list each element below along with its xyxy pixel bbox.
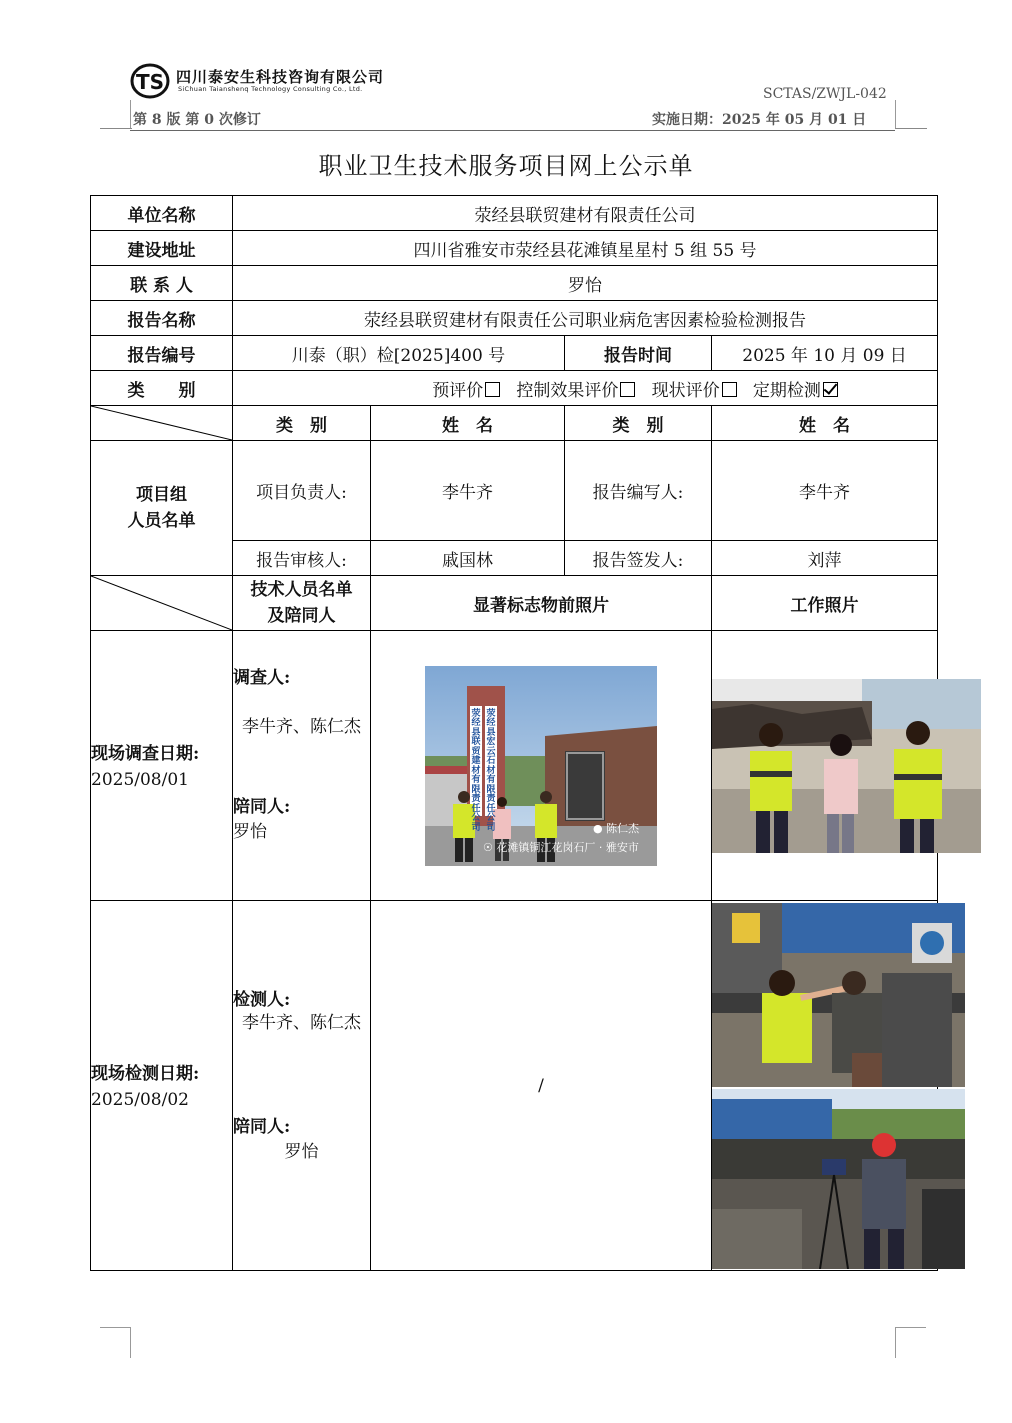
unit-name-value: 荥经县联贸建材有限责任公司 <box>233 196 938 231</box>
checkbox-control-eval-icon <box>620 382 635 397</box>
survey-work-photo <box>712 679 981 853</box>
detection-date-cell <box>91 901 233 1271</box>
detection-staff-cell <box>233 901 371 1271</box>
inspector-label: 检测人: <box>233 990 291 1010</box>
photos-diagonal-cell <box>91 576 233 631</box>
work-photo-header: 工作照片 <box>712 576 938 631</box>
sign-photo-header: 显著标志物前照片 <box>371 576 712 631</box>
report-number-label: 报告编号 <box>91 336 233 371</box>
contact-value: 罗怡 <box>233 266 938 301</box>
tech-staff-header: 技术人员名单 及陪同人 <box>233 576 371 631</box>
project-leader-value: 李牛齐 <box>371 441 565 541</box>
team-col-category-2: 类 别 <box>565 406 712 441</box>
report-time-label: 报告时间 <box>565 336 712 371</box>
company-name-cn: 四川泰安生科技咨询有限公司 <box>176 68 385 86</box>
category-pre-eval: 预评价 <box>432 381 500 401</box>
category-status-eval: 现状评价 <box>652 381 737 401</box>
survey-date-cell <box>91 631 233 901</box>
report-reviewer-label: 报告审核人: <box>233 541 371 576</box>
address-value: 四川省雅安市荥经县花滩镇星星村 5 组 55 号 <box>233 231 938 266</box>
report-issuer-value: 刘萍 <box>712 541 938 576</box>
report-reviewer-value: 戚国林 <box>371 541 565 576</box>
project-leader-label: 项目负责人: <box>233 441 371 541</box>
address-label: 建设地址 <box>91 231 233 266</box>
report-issuer-label: 报告签发人: <box>565 541 712 576</box>
investigator-label: 调查人: <box>233 668 291 688</box>
checkbox-status-eval-icon <box>722 382 737 397</box>
detection-work-photo-2 <box>712 1089 965 1269</box>
page-corner-bl <box>100 1327 131 1358</box>
page-title: 职业卫生技术服务项目网上公示单 <box>318 152 694 180</box>
document-code: SCTAS/ZWJL-042 <box>763 86 887 102</box>
team-col-name-2: 姓 名 <box>712 406 938 441</box>
team-col-name-1: 姓 名 <box>371 406 565 441</box>
page-corner-tr <box>895 100 926 128</box>
checkbox-pre-eval-icon <box>485 382 500 397</box>
survey-staff-cell <box>233 631 371 901</box>
unit-name-label: 单位名称 <box>91 196 233 231</box>
investigator-names: 李牛齐、陈仁杰 <box>242 717 361 737</box>
header-line-right <box>895 128 927 129</box>
location-pin-icon: ☉ <box>483 840 493 854</box>
detection-date-label: 现场检测日期: <box>91 1064 200 1084</box>
report-number-value: 川泰（职）检[2025]400 号 <box>233 336 565 371</box>
page-corner-tl <box>100 100 131 128</box>
inspector-names: 李牛齐、陈仁杰 <box>242 1013 361 1033</box>
category-options <box>233 371 938 406</box>
report-time-value: 2025 年 10 月 09 日 <box>712 336 938 371</box>
detection-accompany-name: 罗怡 <box>284 1142 319 1162</box>
team-diagonal-cell <box>91 406 233 441</box>
category-control-eval: 控制效果评价 <box>516 381 635 401</box>
header-divider <box>130 130 895 131</box>
survey-date-value: 2025/08/01 <box>91 770 189 790</box>
svg-text:TS: TS <box>136 70 165 94</box>
publicity-table <box>90 195 938 1271</box>
detection-date-value: 2025/08/02 <box>91 1090 189 1110</box>
detection-work-photo-cell <box>712 901 938 1271</box>
team-col-category-1: 类 别 <box>233 406 371 441</box>
header-line-left <box>100 128 132 129</box>
contact-label: 联 系 人 <box>91 266 233 301</box>
detection-work-photo-1 <box>712 903 965 1087</box>
detection-accompany-label: 陪同人: <box>233 1117 291 1137</box>
company-logo <box>130 62 170 100</box>
category-label: 类 别 <box>91 371 233 406</box>
company-name-en: SiChuan Taianshenq Technology Consulting Co., Ltd. <box>178 85 363 93</box>
detection-sign-photo-cell: / <box>371 901 712 1271</box>
photo-caption-person: ● 陈仁杰 <box>593 821 640 835</box>
report-writer-value: 李牛齐 <box>712 441 938 541</box>
checkbox-periodic-detection-icon <box>823 382 838 397</box>
sign-board-text-1: 荥经县联贸建材有限责任公司 <box>471 708 481 833</box>
report-writer-label: 报告编写人: <box>565 441 712 541</box>
survey-sign-photo-cell <box>371 631 712 901</box>
survey-accompany-name: 罗怡 <box>233 822 267 842</box>
team-row-label: 项目组 人员名单 <box>91 441 233 576</box>
category-periodic-detection: 定期检测 <box>753 381 838 401</box>
photo-caption-location: ☉ 花滩镇铜江花岗石厂 · 雅安市 <box>483 840 639 854</box>
page-corner-br <box>895 1327 926 1358</box>
survey-accompany-label: 陪同人: <box>233 797 291 817</box>
report-name-label: 报告名称 <box>91 301 233 336</box>
survey-sign-photo <box>425 666 657 866</box>
version-info: 第 8 版 第 0 次修订 <box>133 112 261 128</box>
survey-date-label: 现场调查日期: <box>91 744 200 764</box>
sign-board-text-2: 荥经县宏云石材有限责任公司 <box>486 708 496 833</box>
report-name-value: 荥经县联贸建材有限责任公司职业病危害因素检验检测报告 <box>233 301 938 336</box>
effective-date: 实施日期：2025 年 05 月 01 日 <box>652 112 867 128</box>
survey-work-photo-cell <box>712 631 938 901</box>
